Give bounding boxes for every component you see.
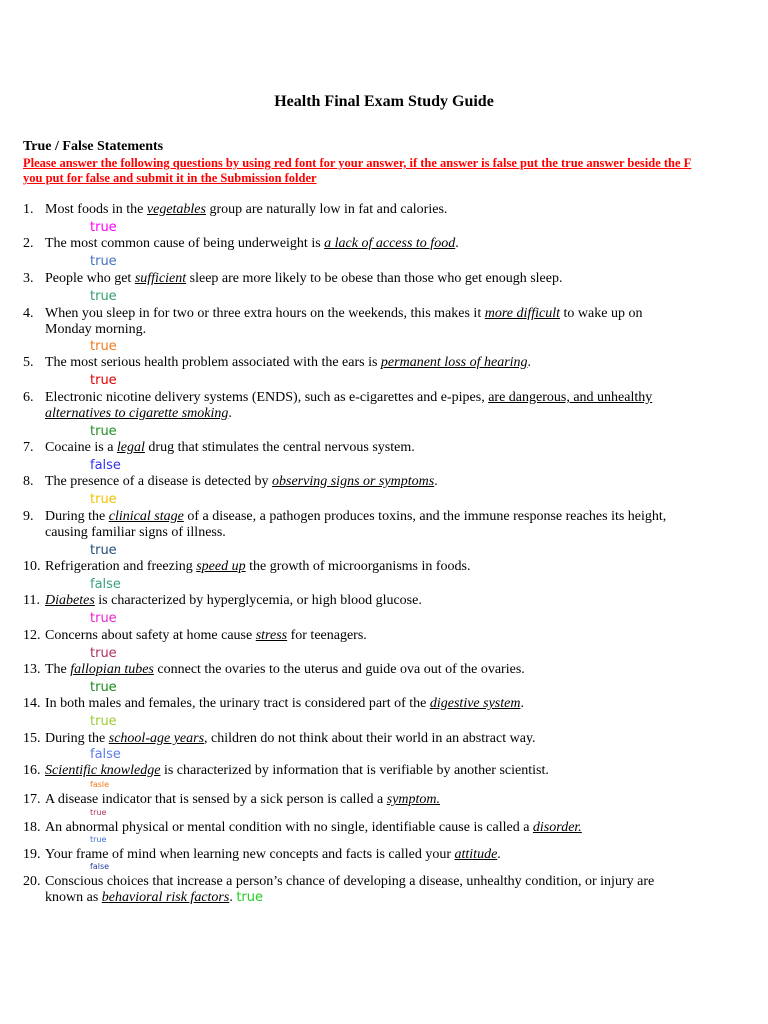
answer-text: true — [90, 220, 117, 235]
question-pre: Electronic nicotine delivery systems (ENDS), such as e-cigarettes and e-pipes, — [45, 390, 489, 405]
question-post: is characterized by hyperglycemia, or high blood glucose. — [94, 593, 422, 608]
answer-text: false — [90, 747, 121, 762]
question-term: more difficult — [484, 306, 561, 321]
question-text — [45, 202, 685, 218]
question-term: sufficient — [134, 271, 187, 286]
answer-text: true — [90, 492, 117, 507]
question-text — [45, 474, 685, 490]
question-post: . — [520, 696, 524, 711]
question-pre: Conscious choices that increase a person’s chance of developing a disease, unhealthy condition, or injury are known as — [45, 874, 655, 905]
answer-text: true — [90, 835, 107, 844]
question-post: . — [497, 847, 501, 862]
question-number: 3. — [23, 271, 34, 286]
question-number: 9. — [23, 509, 34, 524]
answer-text: true — [90, 543, 117, 558]
question-term: a lack of access to food — [324, 236, 456, 251]
question-text — [45, 593, 685, 609]
question-pre: Concerns about safety at home cause — [45, 628, 256, 643]
answer-text: true — [90, 373, 117, 388]
question-number: 8. — [23, 474, 34, 489]
question-pre: The most common cause of being underweight is — [45, 236, 325, 251]
question-number: 7. — [23, 440, 34, 455]
question-pre: The most serious health problem associated with the ears is — [45, 355, 381, 370]
question-underlined: are dangerous, and unhealthy — [488, 390, 653, 405]
question-number: 1. — [23, 202, 34, 217]
question-post: drug that stimulates the central nervous system. — [144, 440, 415, 455]
question-post: of a disease, a pathogen produces toxins, and the immune response reaches its height, causing familiar signs of illness. — [45, 509, 667, 540]
question-term: vegetables — [146, 202, 206, 217]
question-term: alternatives to cigarette smoking — [45, 405, 229, 421]
question-term: stress — [255, 628, 288, 643]
question-post: . — [434, 474, 438, 489]
section-heading: True / False Statements — [23, 139, 164, 154]
question-text — [45, 847, 685, 863]
question-text — [45, 236, 685, 252]
question-term: fallopian tubes — [70, 662, 154, 677]
question-pre: During the — [45, 731, 109, 746]
instructions-text: Please answer the following questions by using red font for your answer, if the answer is false put the true answer beside the F you put for false and submit it in the Submission folder — [23, 156, 692, 185]
question-term: disorder. — [532, 820, 582, 835]
question-post: connect the ovaries to the uterus and guide ova out of the ovaries. — [153, 662, 525, 677]
question-term: behavioral risk factors — [101, 889, 230, 905]
question-number: 10. — [23, 559, 41, 574]
page-title: Health Final Exam Study Guide — [274, 93, 494, 110]
question-term: speed up — [196, 559, 246, 574]
question-term: school-age years — [108, 731, 205, 746]
answer-text: true — [90, 289, 117, 304]
question-pre: An abnormal physical or mental condition with no single, identifiable cause is called a — [45, 820, 533, 835]
question-number: 18. — [23, 820, 41, 835]
question-post: . — [527, 355, 532, 370]
question-term: attitude — [454, 847, 498, 862]
question-post: group are naturally low in fat and calories. — [205, 202, 448, 217]
question-number: 12. — [23, 628, 41, 643]
answer-text: true — [90, 611, 117, 626]
question-text — [45, 696, 685, 712]
question-post: sleep are more likely to be obese than those who get enough sleep. — [186, 271, 563, 286]
question-post: . — [228, 405, 232, 421]
question-number: 19. — [23, 847, 41, 862]
question-term: symptom. — [386, 792, 441, 807]
answer-text: false — [90, 862, 110, 871]
answer-text: true — [90, 424, 117, 439]
question-post: for teenagers. — [287, 628, 367, 643]
question-pre: During the — [45, 509, 109, 524]
question-text — [45, 731, 685, 747]
answer-text: true — [90, 646, 117, 661]
question-number: 15. — [23, 731, 41, 746]
question-term: Scientific knowledge — [45, 763, 161, 778]
question-term: clinical stage — [108, 509, 184, 524]
question-post: . — [455, 236, 459, 251]
question-number: 4. — [23, 306, 34, 321]
question-number: 20. — [23, 874, 41, 889]
answer-text: false — [90, 458, 121, 473]
question-pre: When you sleep in for two or three extra hours on the weekends, this makes it — [45, 306, 485, 321]
question-text — [45, 662, 685, 678]
answer-text: fasle — [90, 780, 110, 789]
question-text — [45, 390, 685, 421]
question-number: 6. — [23, 390, 34, 405]
question-number: 16. — [23, 763, 41, 778]
question-number: 11. — [23, 593, 40, 608]
question-number: 5. — [23, 355, 34, 370]
question-number: 14. — [23, 696, 41, 711]
answer-text: true — [90, 339, 117, 354]
question-term: permanent loss of hearing — [380, 355, 528, 370]
question-pre: The — [45, 662, 71, 677]
question-text — [45, 628, 685, 644]
question-term: digestive system — [429, 696, 521, 711]
question-text — [45, 306, 685, 337]
question-number: 17. — [23, 792, 41, 807]
question-text — [45, 271, 685, 287]
question-post: the growth of microorganisms in foods. — [245, 559, 471, 574]
question-pre: Most foods in the — [45, 202, 147, 217]
answer-text: false — [90, 577, 121, 592]
answer-text: true — [90, 680, 117, 695]
question-pre: In both males and females, the urinary tract is considered part of the — [45, 696, 430, 711]
question-text — [45, 355, 685, 371]
question-text — [45, 559, 685, 575]
question-post: is characterized by information that is verifiable by another scientist. — [160, 763, 549, 778]
answer-text: true — [236, 889, 264, 905]
question-post: to wake up on Monday morning. — [45, 306, 643, 337]
question-term: observing signs or symptoms — [272, 474, 435, 489]
question-text — [45, 820, 685, 836]
question-post: , children do not think about their world in an abstract way. — [204, 731, 536, 746]
answer-text: true — [90, 808, 107, 817]
question-term: legal — [116, 440, 145, 455]
question-pre: A disease indicator that is sensed by a sick person is called a — [45, 792, 387, 807]
question-term: Diabetes — [45, 593, 95, 608]
question-post: . — [229, 889, 237, 905]
question-number: 2. — [23, 236, 34, 251]
question-pre: The presence of a disease is detected by — [45, 474, 273, 489]
question-pre: People who get — [45, 271, 135, 286]
question-pre: Refrigeration and freezing — [45, 559, 197, 574]
question-number: 13. — [23, 662, 41, 677]
question-pre: Your frame of mind when learning new concepts and facts is called your — [45, 847, 455, 862]
answer-text: true — [90, 254, 117, 269]
question-text — [45, 440, 685, 456]
question-text — [45, 792, 685, 808]
answer-text: true — [90, 714, 117, 729]
question-text — [45, 763, 685, 779]
question-pre: Cocaine is a — [45, 440, 117, 455]
question-text — [45, 509, 685, 540]
question-text — [45, 874, 685, 905]
